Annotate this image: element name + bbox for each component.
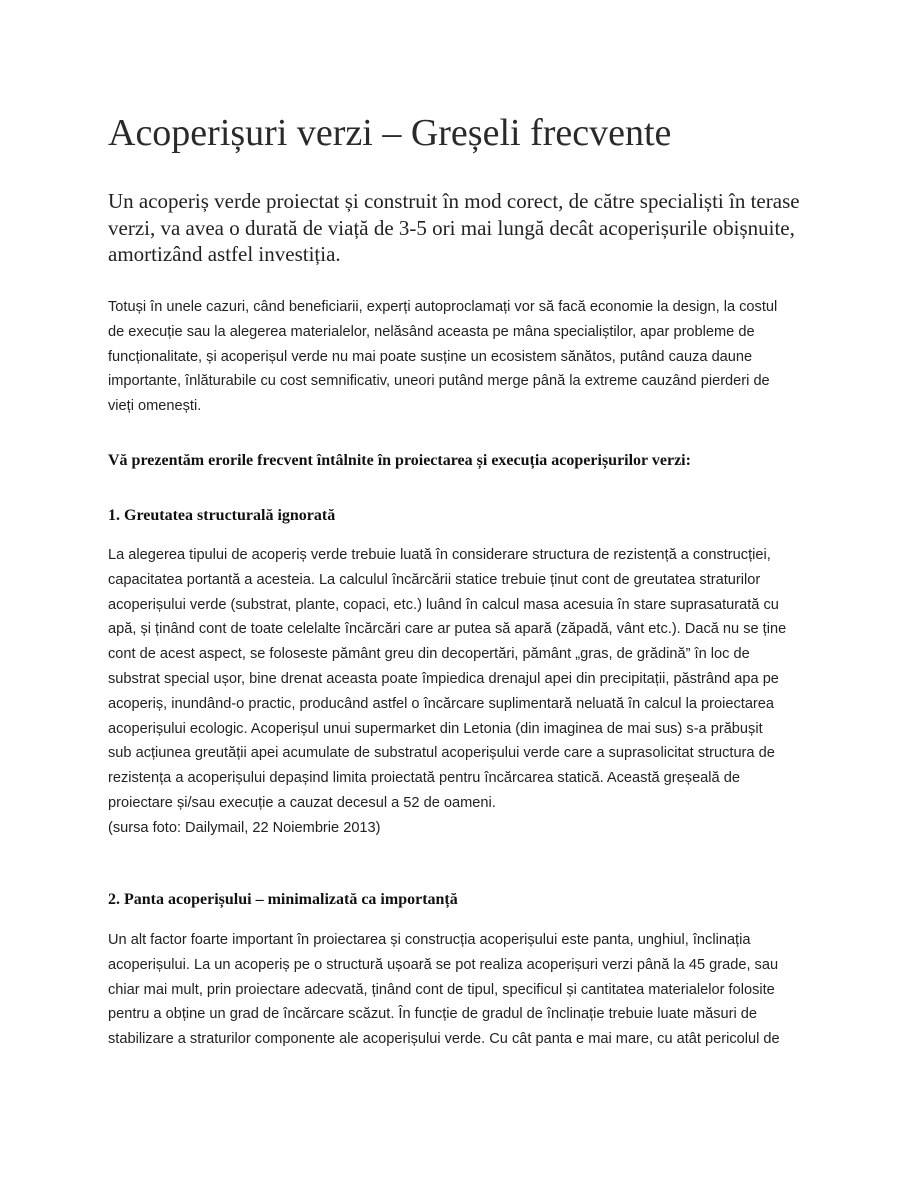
section2-line: acoperișului. La un acoperiș pe o structură ușoară se pot realiza acoperișuri verzi până la 45 grade, sau	[108, 956, 779, 973]
section2-paragraph	[108, 928, 780, 1052]
section2-heading: 2. Panta acoperișului – minimalizată ca importanță	[108, 891, 458, 908]
lead-line: Un acoperiș verde proiectat și construit în mod corect, de către specialiști în terase	[108, 189, 800, 213]
lead-line: amortizând astfel investiția.	[108, 242, 341, 266]
page-title: Acoperișuri verzi – Greșeli frecvente	[108, 112, 672, 154]
section1-line: acoperișului ecologic. Acoperișul unui supermarket din Letonia (din imaginea de mai sus) s-a prăbușit	[108, 720, 763, 737]
section1-line: proiectare și/sau execuție a cauzat decesul a 52 de oameni.	[108, 794, 496, 811]
intro-paragraph	[108, 295, 777, 419]
section1-line: acoperișului verde (substrat, plante, copaci, etc.) luând în calcul masa acesuia în stare suprasaturată cu	[108, 596, 779, 613]
section1-line: La alegerea tipului de acoperiș verde trebuie luată în considerare structura de rezistență a construcției,	[108, 547, 771, 563]
errors-heading: Vă prezentăm erorile frecvent întâlnite în proiectarea și execuția acoperișurilor verzi:	[108, 452, 691, 469]
intro-line: vieți omenești.	[108, 398, 202, 415]
section1-line: cont de acest aspect, se foloseste pământ greu din decopertări, pământ „gras, de grădină” în loc de	[108, 646, 750, 663]
section1-line: rezistența a acoperișului depașind limita proiectată pentru încărcarea statică. Această greșeală de	[108, 770, 740, 787]
section1-line: apă, și ținând cont de toate celelalte încărcări care ar putea să apară (zăpadă, vânt etc.). Dacă nu se ține	[108, 621, 787, 638]
section1-line: acoperiș, inundând-o practic, producând astfel o încărcare suplimentară neluată în calcul la proiectarea	[108, 695, 775, 712]
section1-heading: 1. Greutatea structurală ignorată	[108, 507, 336, 524]
lead-paragraph	[108, 188, 800, 268]
lead-line: verzi, va avea o durată de viață de 3-5 ori mai lungă decât acoperișurile obișnuite,	[108, 215, 795, 240]
intro-line: importante, înlăturabile cu cost semnificativ, uneori putând merge până la extreme cauzând pierderi de	[108, 373, 770, 390]
photo-source: (sursa foto: Dailymail, 22 Noiembrie 2013)	[108, 819, 381, 836]
section1-line: capacitatea portantă a acesteia. La calculul încărcării statice trebuie ținut cont de greutatea straturilor	[108, 571, 761, 588]
intro-line: de execuție sau la alegerea materialelor, nelăsând aceasta pe mâna specialiștilor, apar probleme de	[108, 323, 755, 340]
section2-line: stabilizare a straturilor componente ale acoperișului verde. Cu cât panta e mai mare, cu atât pericolul de	[108, 1031, 780, 1048]
section1-paragraph	[108, 543, 786, 841]
section2-line: pentru a obține un grad de încărcare scăzut. În funcție de gradul de înclinație trebuie luate măsuri de	[108, 1006, 758, 1023]
intro-line: Totuși în unele cazuri, când beneficiarii, experți autoproclamați vor să facă economie la design, la costul	[108, 299, 778, 315]
section1-line: sub acțiunea greutății apei acumulate de substratul acoperișului verde care a suprasolicitat structura de	[108, 745, 775, 762]
intro-line: funcționalitate, și acoperișul verde nu mai poate susține un ecosistem sănătos, putând cauza daune	[108, 348, 753, 365]
section2-line: Un alt factor foarte important în proiectarea și construcția acoperișului este panta, unghiul, înclinația	[108, 932, 751, 948]
section1-line: substrat special ușor, bine drenat aceasta poate împiedica drenajul apei din precipitații, păstrând apa pe	[108, 670, 779, 687]
section2-line: chiar mai mult, prin proiectare adecvată, ținând cont de tipul, specificul și cantitatea materialelor folosite	[108, 981, 775, 998]
